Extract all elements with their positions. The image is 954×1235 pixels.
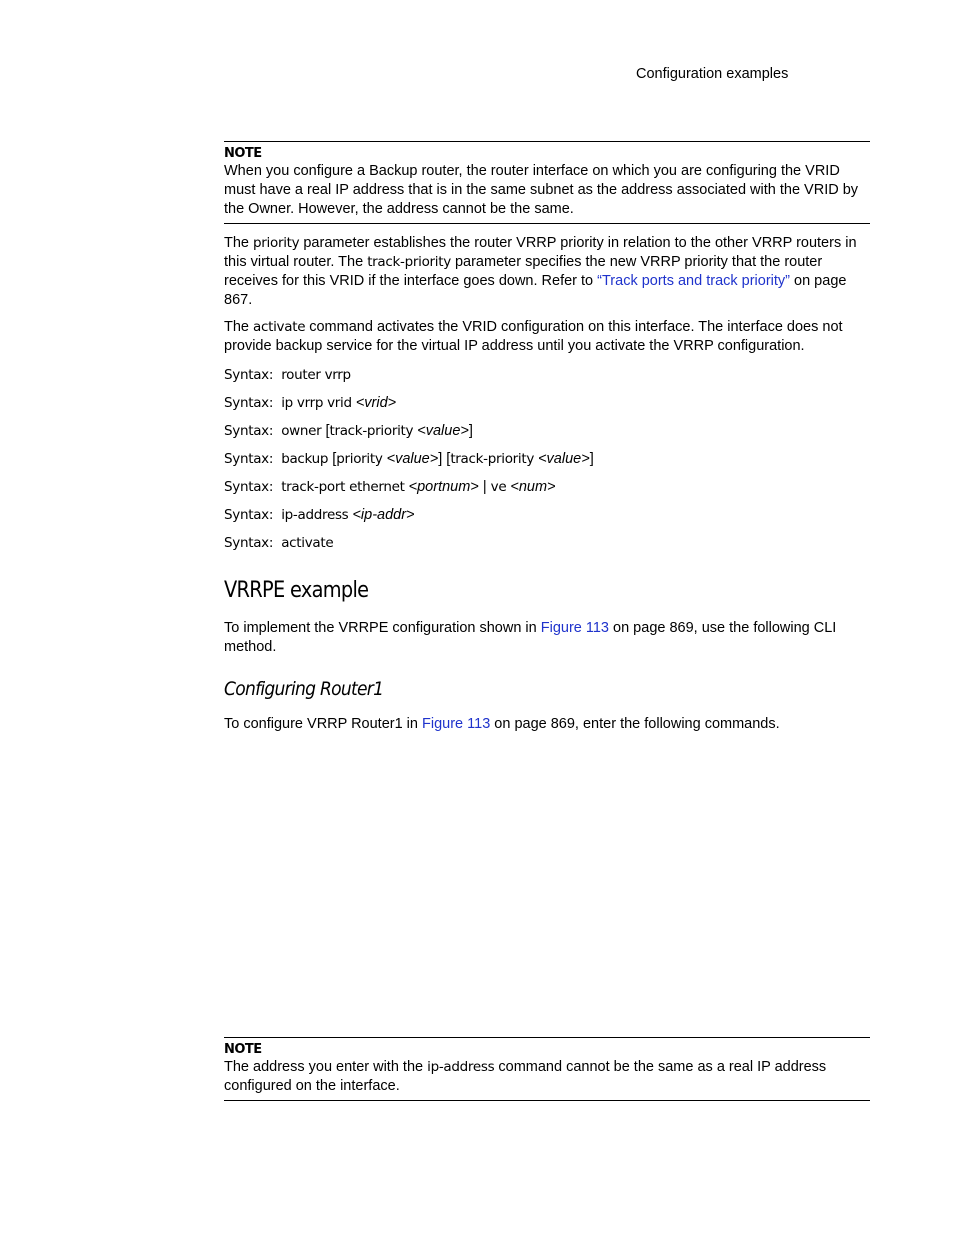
text-run: The <box>224 319 254 335</box>
syntax-param: <ip-addr> <box>352 507 415 523</box>
text-run: on page 869, enter the following commands. <box>490 716 780 732</box>
syntax-prefix: Syntax: <box>224 367 274 383</box>
keyword-priority: priority <box>253 235 300 251</box>
text-run: command activates the VRID configuration on this interface. The interface does not provide backup service for the virtual IP address until you activate the VRRP configuration. <box>224 319 843 354</box>
syntax-ip-address <box>224 506 415 524</box>
note-box <box>224 141 870 224</box>
syntax-ip-vrrp-vrid <box>224 394 396 412</box>
syntax-prefix: Syntax: <box>224 395 274 411</box>
syntax-command: ip-address <box>281 507 349 523</box>
syntax-command: owner <box>281 423 322 439</box>
bracket: [ <box>446 451 451 467</box>
text-run: To implement the VRRPE configuration shown in <box>224 620 541 636</box>
keyword-ip-address: ip-address <box>427 1059 495 1075</box>
text-run: The address you enter with the <box>224 1059 428 1075</box>
syntax-param: <portnum> <box>408 479 479 495</box>
bracket: [ <box>325 423 330 439</box>
text-run: command cannot be the same as a real IP address configured on the interface. <box>224 1059 827 1094</box>
link-figure-113[interactable]: Figure 113 <box>422 716 491 732</box>
syntax-track-port <box>224 478 556 496</box>
link-figure-113[interactable]: Figure 113 <box>540 620 609 636</box>
syntax-backup <box>224 450 594 468</box>
syntax-prefix: Syntax: <box>224 535 274 551</box>
keyword-activate: activate <box>253 319 306 335</box>
bracket: ] <box>438 451 443 467</box>
bracket: [ <box>332 451 337 467</box>
syntax-router-vrrp <box>224 366 351 384</box>
note-label: NOTE <box>224 1042 262 1057</box>
keyword-track-priority: track-priority <box>367 254 451 270</box>
note-box <box>224 1037 870 1101</box>
syntax-keyword: track-priority <box>329 423 414 439</box>
activate-paragraph <box>224 318 870 356</box>
text-run: parameter establishes the router VRRP priority in relation to the other VRRP routers in this virtual router. The <box>224 235 857 270</box>
note-label: NOTE <box>224 146 262 161</box>
syntax-keyword: priority <box>336 451 383 467</box>
text-run: To configure VRRP Router1 in <box>224 716 423 732</box>
syntax-prefix: Syntax: <box>224 479 274 495</box>
bracket: ] <box>468 423 473 439</box>
syntax-keyword: track-priority <box>450 451 535 467</box>
syntax-param: <value> <box>538 451 590 467</box>
syntax-param: <num> <box>510 479 556 495</box>
syntax-command: ip vrrp vrid <box>281 395 352 411</box>
syntax-command: backup <box>281 451 329 467</box>
syntax-activate <box>224 534 333 552</box>
syntax-prefix: Syntax: <box>224 451 274 467</box>
text-run: on page 867. <box>224 273 847 308</box>
syntax-param: <value> <box>417 423 469 439</box>
syntax-prefix: Syntax: <box>224 423 274 439</box>
bracket: ] <box>589 451 594 467</box>
text-run: parameter specifies the new VRRP priority that the router receives for this VRID if the interface goes down. Refer to <box>224 254 823 289</box>
syntax-param: <value> <box>386 451 439 467</box>
subsection-intro <box>224 715 870 734</box>
syntax-param: <vrid> <box>355 395 397 411</box>
syntax-command: track-port ethernet <box>281 479 405 495</box>
note-text: When you configure a Backup router, the router interface on which you are configuring the VRID must have a real IP address that is in the same subnet as the address associated with the VRID by the Owner. However, the address cannot be the same. <box>224 163 859 217</box>
syntax-command: router vrrp <box>281 367 351 383</box>
syntax-command: activate <box>281 535 334 551</box>
priority-paragraph <box>224 234 870 310</box>
section-intro <box>224 619 870 657</box>
link-track-ports[interactable]: “Track ports and track priority” <box>597 273 790 289</box>
subsection-heading: Configuring Router1 <box>224 678 384 700</box>
pipe: | <box>482 479 487 495</box>
section-heading: VRRPE example <box>224 578 369 603</box>
text-run: The <box>224 235 254 251</box>
syntax-prefix: Syntax: <box>224 507 274 523</box>
syntax-keyword: ve <box>490 479 507 495</box>
syntax-owner <box>224 422 473 440</box>
running-header: Configuration examples <box>636 66 789 82</box>
text-run: on page 869, use the following CLI method. <box>224 620 837 655</box>
